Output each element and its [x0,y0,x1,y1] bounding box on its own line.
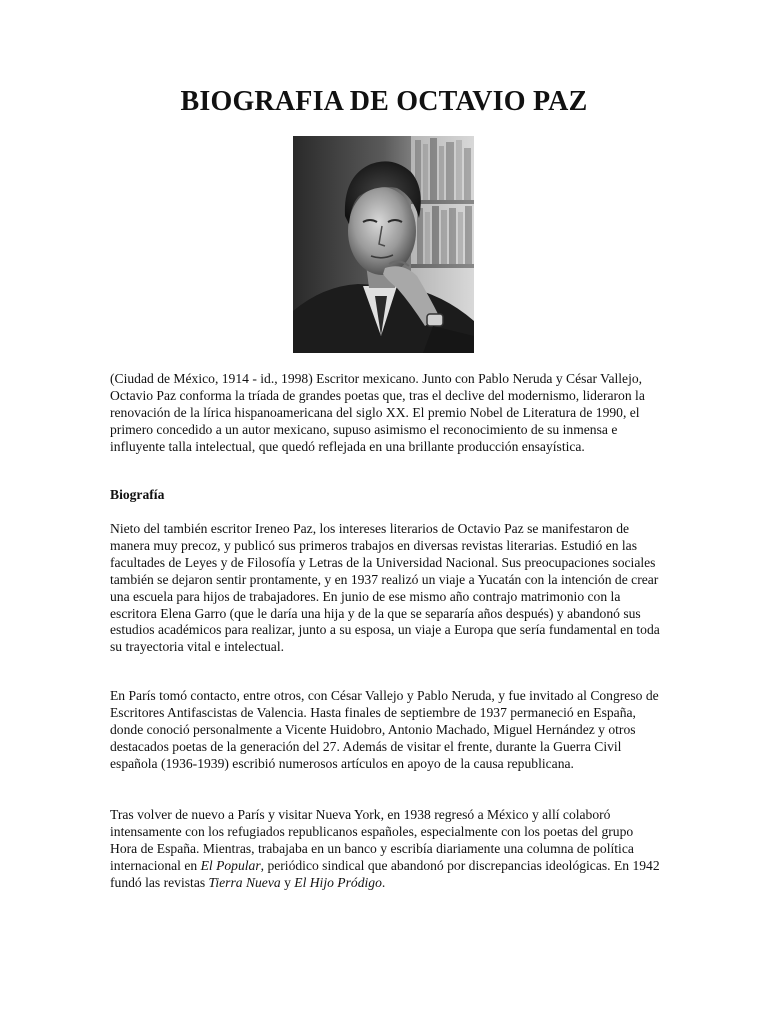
section-heading-biografia: Biografía [110,487,165,502]
paragraph-text: y [280,874,295,890]
biography-paragraph-3 [110,807,660,892]
biography-paragraph-1: Nieto del también escritor Ireneo Paz, los intereses literarios de Octavio Paz se manifestaron de manera muy precoz, y publicó sus primeros trabajos en diversas revistas literarias. Estudió en las facultades de Leyes y de Filosofía y Letras de la Universidad Nacional. Sus preocupaciones sociales también se dejaron sentir prontamente, y en 1937 realizó un viaje a Yucatán con la intención de crear una escuela para hijos de trabajadores. En junio de ese mismo año contrajo matrimonio con la escritora Elena Garro (que le daría una hija y de la que se separaría años después) y abandonó sus estudios académicos para realizar, junto a su esposa, un viaje a Europa que sería fundamental en toda su trayectoria vital e intelectual. [110,521,660,655]
publication-title-el-hijo-prodigo: El Hijo Pródigo [294,874,382,890]
intro-paragraph: (Ciudad de México, 1914 - id., 1998) Escritor mexicano. Junto con Pablo Neruda y César Vallejo, Octavio Paz conforma la tríada de grandes poetas que, tras el declive del modernismo, lideraron la renovación de la lírica hispanoamericana del siglo XX. El premio Nobel de Literatura de 1990, el primero concedido a un autor mexicano, supuso asimismo el reconocimiento de su inmensa e influyente talla intelectual, que quedó reflejada en una brillante producción ensayística. [110,371,645,454]
paragraph-text: Tras volver de nuevo a París y visitar Nueva York, en 1938 regresó a México y allí colaboró intensamente con los refugiados republicanos españoles, especialmente con los poetas del grupo Hora de España. Mientras, trabajaba en un banco y escribía diariamente una columna de política internacional en [110,807,634,873]
author-portrait-photo [293,136,474,353]
publication-title-tierra-nueva: Tierra Nueva [208,874,281,890]
biography-paragraph-2: En París tomó contacto, entre otros, con César Vallejo y Pablo Neruda, y fue invitado al Congreso de Escritores Antifascistas de Valencia. Hasta finales de septiembre de 1937 permaneció en España, donde conoció personalmente a Vicente Huidobro, Antonio Machado, Miguel Hernández y otros destacados poetas de la generación del 27. Además de visitar el frente, durante la Guerra Civil española (1936-1939) escribió numerosos artículos en apoyo de la causa republicana. [110,688,659,771]
paragraph-text: , periódico sindical que abandonó por discrepancias ideológicas. En 1942 fundó las revistas [110,857,660,890]
publication-title-el-popular: El Popular [200,857,261,873]
document-title: BIOGRAFIA DE OCTAVIO PAZ [180,86,588,117]
paragraph-text: . [381,874,386,890]
